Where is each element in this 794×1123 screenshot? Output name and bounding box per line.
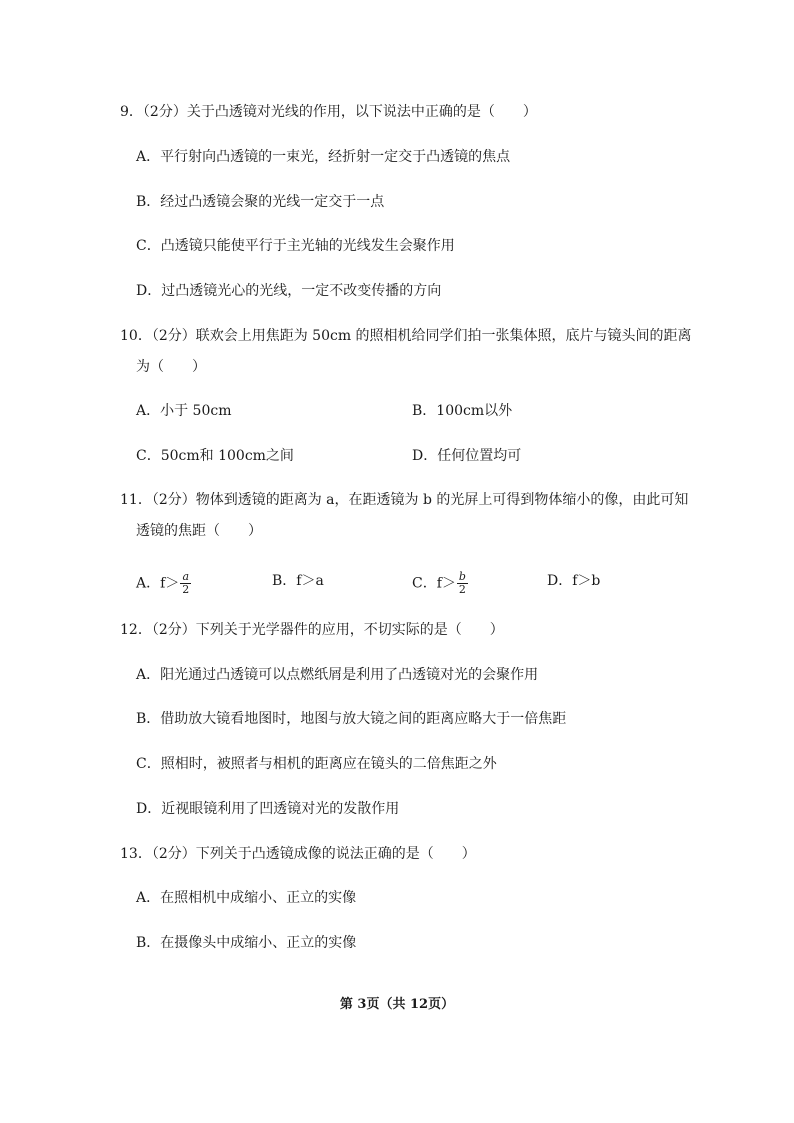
- question-9-option-c: C．凸透镜只能使平行于主光轴的光线发生会聚作用: [136, 238, 455, 254]
- fraction-numerator: b: [458, 570, 466, 583]
- question-12-option-b: B．借助放大镜看地图时，地图与放大镜之间的距离应略大于一倍焦距: [136, 711, 567, 727]
- question-11-option-d: D．f＞b: [547, 573, 601, 589]
- question-9-stem: 9．（2分）关于凸透镜对光线的作用，以下说法中正确的是（ ）: [120, 104, 537, 120]
- question-9-option-d: D．过凸透镜光心的光线，一定不改变传播的方向: [136, 283, 442, 299]
- question-10-option-c: C．50cm和 100cm之间: [136, 448, 294, 464]
- fraction-numerator: a: [180, 571, 191, 584]
- fraction-b-over-2: [457, 571, 468, 596]
- question-10-stem-line2: 为（ ）: [136, 359, 206, 375]
- question-12-option-c: C．照相时，被照者与相机的距离应在镜头的二倍焦距之外: [136, 756, 497, 772]
- question-12-option-d: D．近视眼镜利用了凹透镜对光的发散作用: [136, 801, 400, 817]
- question-11-stem-line2: 透镜的焦距（ ）: [136, 523, 262, 539]
- question-13-stem: 13．（2分）下列关于凸透镜成像的说法正确的是（ ）: [120, 846, 476, 862]
- page-footer: 第 3页（共 12页）: [339, 997, 455, 1012]
- question-11-option-c: [412, 571, 468, 596]
- question-10-option-a: A．小于 50cm: [136, 403, 232, 419]
- question-11-option-a: [136, 571, 191, 596]
- question-12-option-a: A．阳光通过凸透镜可以点燃纸屑是利用了凸透镜对光的会聚作用: [136, 667, 539, 683]
- fraction-denominator: 2: [458, 583, 466, 596]
- question-11-option-b: B．f＞a: [272, 573, 324, 589]
- fraction-denominator: 2: [182, 583, 190, 596]
- question-10-stem-line1: 10．（2分）联欢会上用焦距为 50cm 的照相机给同学们拍一张集体照，底片与镜头间的距离: [120, 328, 692, 344]
- question-10-option-d: D．任何位置均可: [412, 448, 522, 464]
- question-11-stem-line1: 11．（2分）物体到透镜的距离为 a，在距透镜为 b 的光屏上可得到物体缩小的像，由此可知: [120, 492, 689, 508]
- question-11-option-a-prefix: A．f＞: [136, 575, 180, 592]
- question-9-option-a: A．平行射向凸透镜的一束光，经折射一定交于凸透镜的焦点: [136, 149, 511, 165]
- question-9-option-b: B．经过凸透镜会聚的光线一定交于一点: [136, 194, 385, 210]
- question-11-option-c-prefix: C．f＞: [412, 575, 456, 592]
- question-13-option-b: B．在摄像头中成缩小、正立的实像: [136, 935, 357, 951]
- question-13-option-a: A．在照相机中成缩小、正立的实像: [136, 890, 357, 906]
- fraction-a-over-2: [180, 571, 191, 596]
- question-12-stem: 12．（2分）下列关于光学器件的应用，不切实际的是（ ）: [120, 622, 504, 638]
- question-10-option-b: B．100cm以外: [412, 403, 513, 419]
